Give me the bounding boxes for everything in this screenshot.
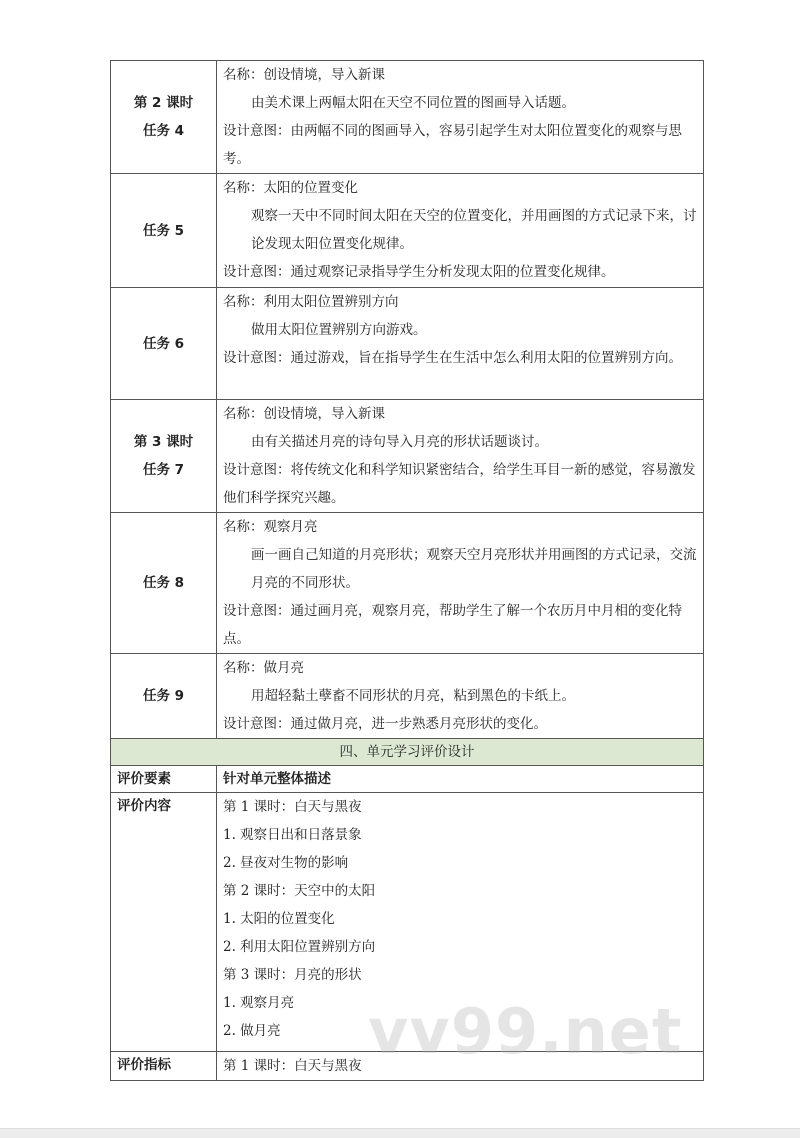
task-label-line: 任务 8 (142, 575, 185, 591)
eval-elements-row (111, 766, 704, 793)
task-label-line: 任务 7 (142, 462, 185, 478)
task-row (111, 513, 704, 654)
task-label (111, 288, 217, 400)
task-row (111, 288, 704, 400)
task-intent: 设计意图：将传统文化和科学知识紧密结合，给学生耳目一新的感觉，容易激发他们科学探究兴趣。 (223, 462, 696, 506)
task-content (217, 174, 704, 288)
task-label-line: 任务 4 (142, 123, 185, 139)
task-row (111, 174, 704, 288)
task-intent: 设计意图：由两幅不同的图画导入，容易引起学生对太阳位置变化的观察与思考。 (223, 123, 682, 167)
task-name: 名称：利用太阳位置辨别方向 (223, 294, 399, 310)
task-content (217, 400, 704, 513)
task-label (111, 400, 217, 513)
task-label-line: 任务 9 (142, 688, 185, 704)
task-label-line: 第 3 课时 (133, 434, 194, 450)
task-label-line: 任务 6 (142, 335, 185, 352)
eval-content-label: 评价内容 (111, 793, 217, 1052)
eval-elements-label: 评价要素 (111, 766, 217, 793)
task-label-line: 任务 5 (142, 222, 185, 239)
task-content (217, 288, 704, 400)
eval-line: 第 2 课时：天空中的太阳 (223, 883, 376, 899)
eval-indicator-label: 评价指标 (111, 1052, 217, 1081)
task-label (111, 174, 217, 288)
eval-elements-value: 针对单元整体描述 (217, 766, 704, 793)
task-intent: 设计意图：通过观察记录指导学生分析发现太阳的位置变化规律。 (223, 264, 615, 280)
section-title: 四、单元学习评价设计 (111, 739, 704, 766)
task-description: 用超轻黏土孽畜不同形状的月亮，粘到黑色的卡纸上。 (251, 688, 575, 704)
task-content (217, 61, 704, 174)
task-row (111, 400, 704, 513)
watermark: vv99.net (368, 995, 683, 1068)
task-content (217, 513, 704, 654)
lesson-plan-table (110, 60, 704, 1081)
task-label (111, 61, 217, 174)
task-intent: 设计意图：通过画月亮，观察月亮，帮助学生了解一个农历月中月相的变化特点。 (223, 603, 682, 647)
eval-line: 第 1 课时：白天与黑夜 (223, 1058, 362, 1074)
eval-line: 第 3 课时：月亮的形状 (223, 967, 362, 983)
task-row (111, 61, 704, 174)
eval-line: 2. 昼夜对生物的影响 (223, 855, 349, 871)
eval-line: 1. 观察月亮 (223, 995, 295, 1011)
task-intent: 设计意图：通过做月亮，进一步熟悉月亮形状的变化。 (223, 716, 547, 732)
task-description: 画一画自己知道的月亮形状；观察天空月亮形状并用画图的方式记录，交流月亮的不同形状。 (251, 547, 697, 591)
task-label-line: 第 2 课时 (133, 95, 194, 111)
task-name: 名称：太阳的位置变化 (223, 180, 358, 196)
task-intent: 设计意图：通过游戏，旨在指导学生在生活中怎么利用太阳的位置辨别方向。 (223, 350, 682, 366)
task-row (111, 654, 704, 739)
task-description: 观察一天中不同时间太阳在天空的位置变化，并用画图的方式记录下来，讨论发现太阳位置变化规律。 (251, 208, 697, 252)
task-description: 由美术课上两幅太阳在天空不同位置的图画导入话题。 (251, 95, 575, 111)
task-name: 名称：创设情境，导入新课 (223, 406, 385, 422)
task-name: 名称：创设情境，导入新课 (223, 67, 385, 83)
eval-line: 1. 观察日出和日落景象 (223, 827, 362, 843)
task-description: 做用太阳位置辨别方向游戏。 (251, 322, 427, 338)
task-label (111, 513, 217, 654)
task-description: 由有关描述月亮的诗句导入月亮的形状话题谈讨。 (251, 434, 548, 450)
section-header-row (111, 739, 704, 766)
task-name: 名称：观察月亮 (223, 519, 318, 535)
task-content (217, 654, 704, 739)
task-name: 名称：做月亮 (223, 660, 304, 676)
eval-line: 第 1 课时：白天与黑夜 (223, 799, 362, 815)
task-label (111, 654, 217, 739)
eval-line: 2. 利用太阳位置辨别方向 (223, 939, 376, 955)
eval-line: 1. 太阳的位置变化 (223, 911, 335, 927)
eval-line: 2. 做月亮 (223, 1023, 281, 1039)
